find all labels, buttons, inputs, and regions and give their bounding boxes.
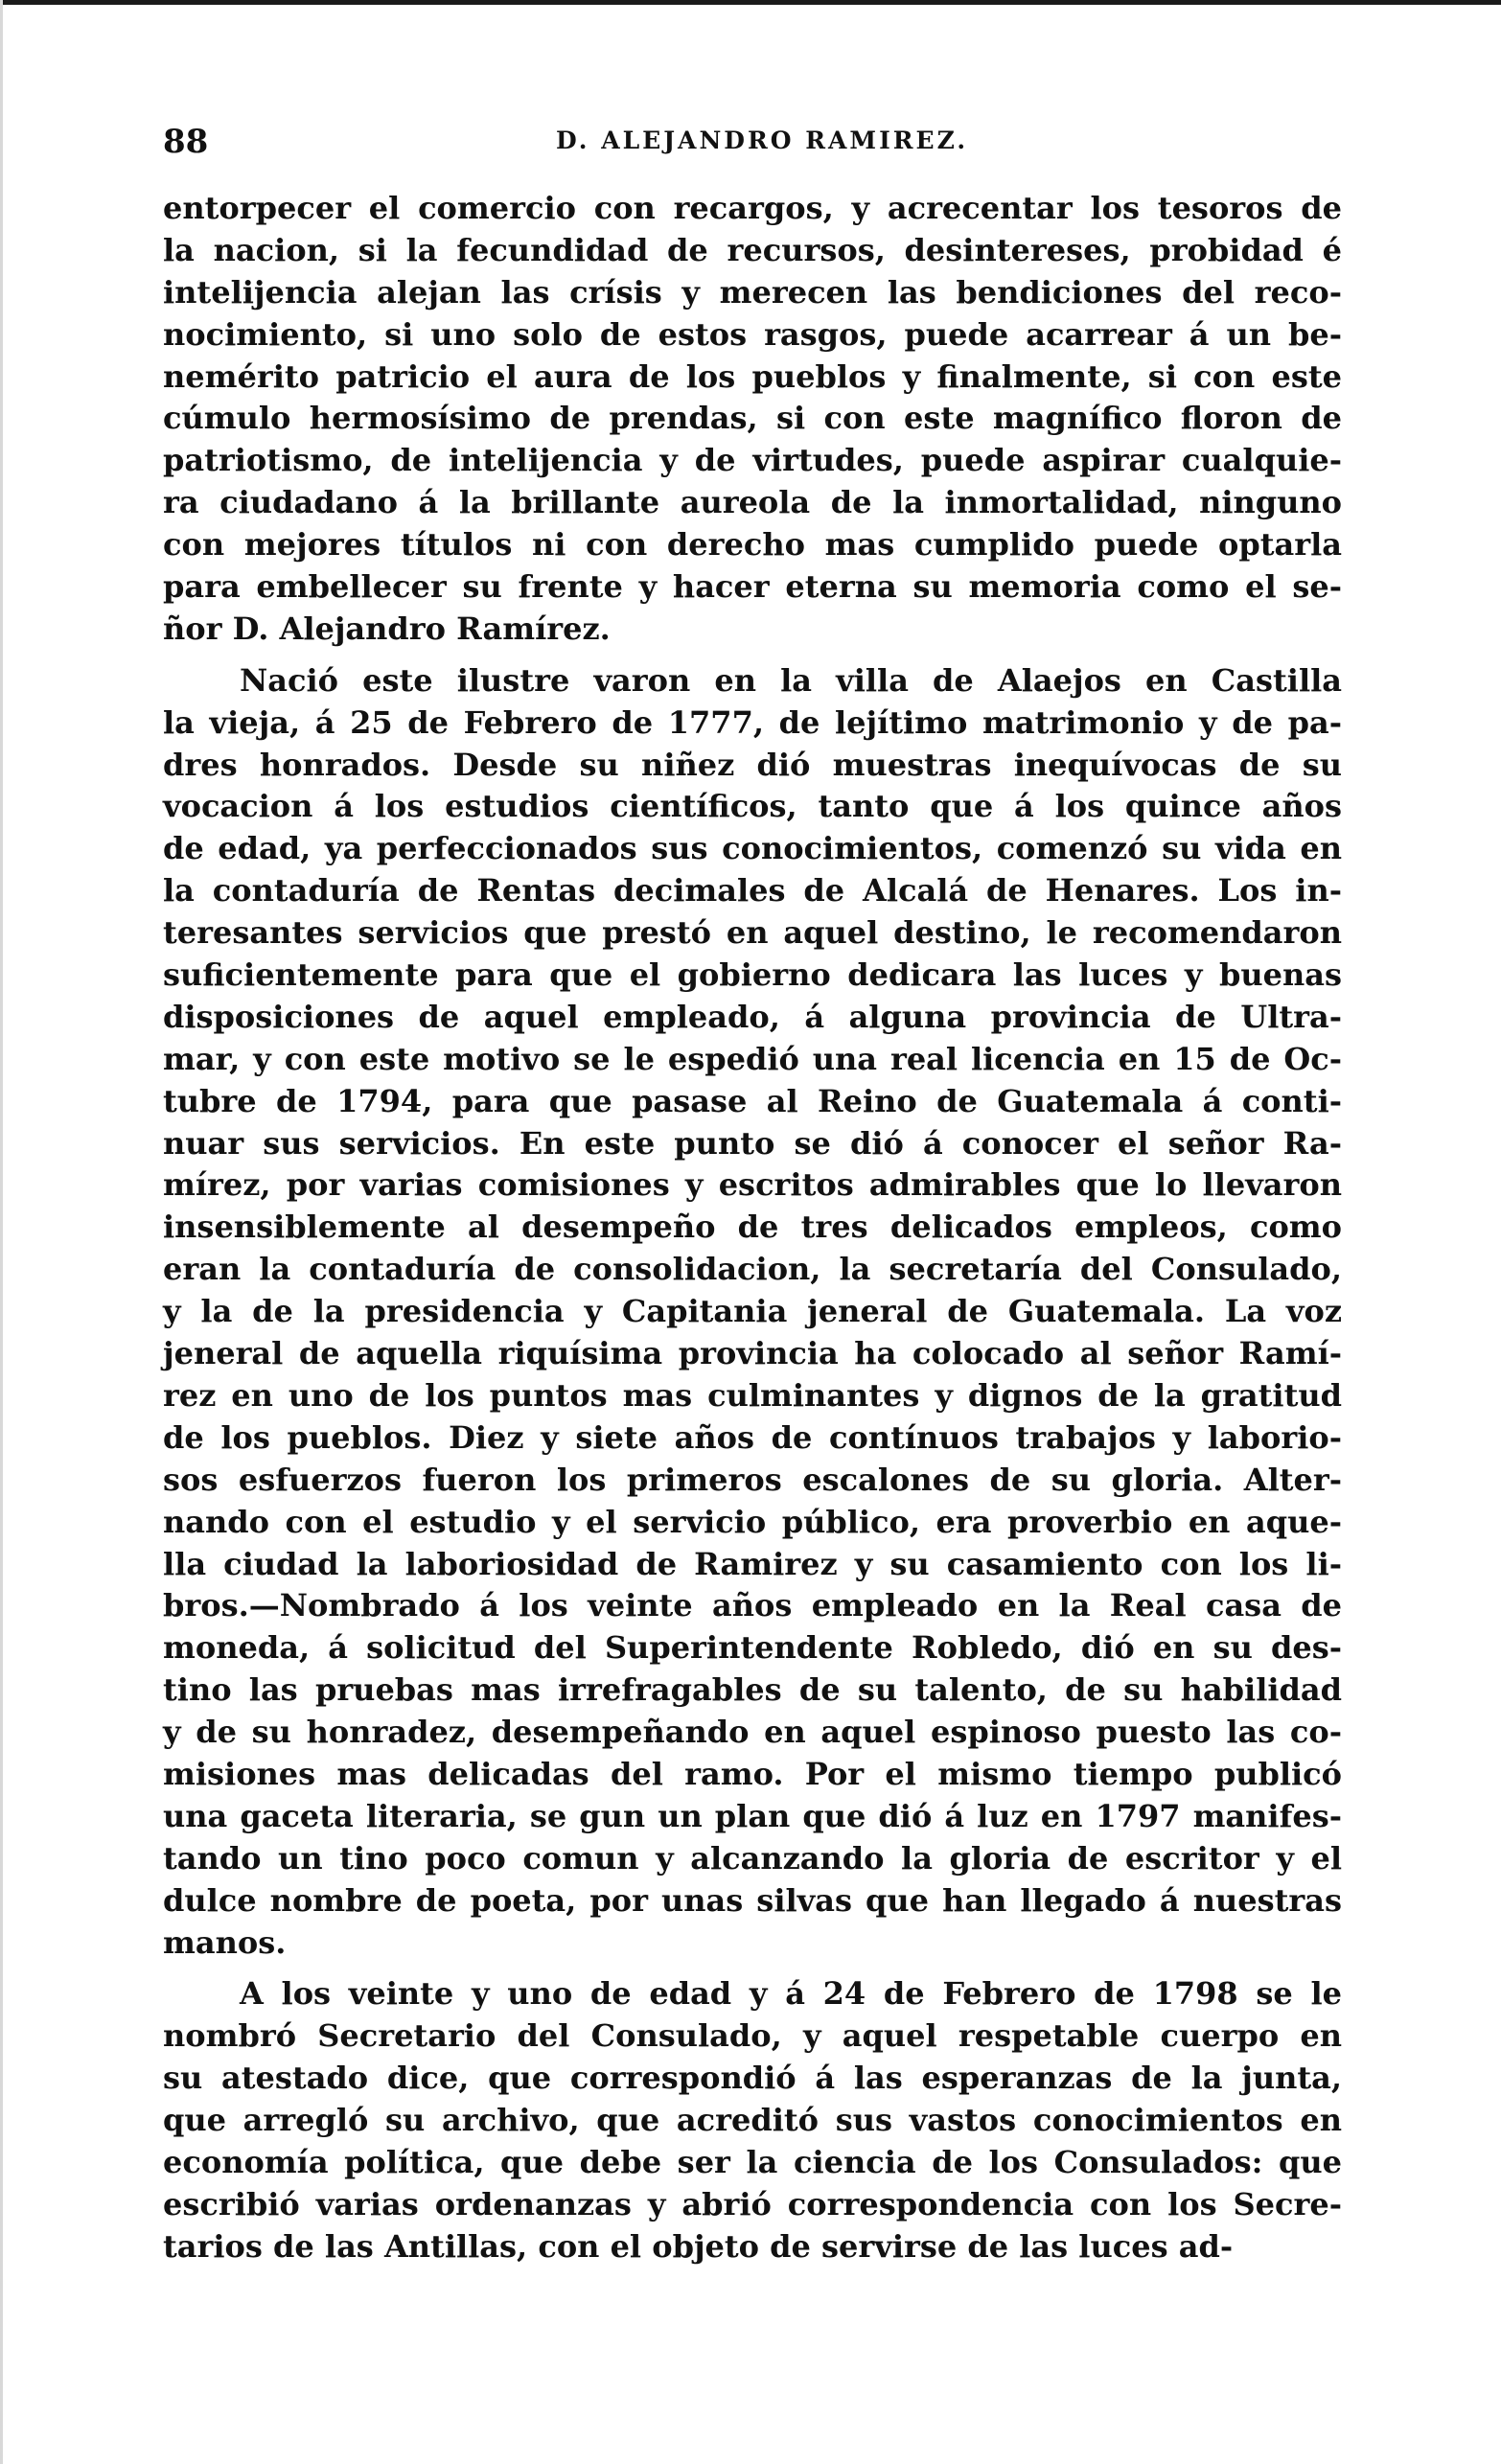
text-line: cúmulo hermosísimo de prendas, si con este magnífico floron de bbox=[163, 400, 1342, 437]
text-line: de los pueblos. Diez y siete años de contínuos trabajos y laborio- bbox=[163, 1418, 1342, 1456]
left-page-edge bbox=[0, 0, 3, 2464]
paragraph bbox=[163, 188, 1342, 651]
page-header bbox=[163, 123, 1342, 161]
text-line: manos. bbox=[163, 1923, 287, 1961]
text-line: nando con el estudio y el servicio público, era proverbio en aque- bbox=[163, 1503, 1342, 1540]
text-line: la nacion, si la fecundidad de recursos, desintereses, probidad é bbox=[163, 231, 1342, 268]
text-line: y la de la presidencia y Capitania jeneral de Guatemala. La voz bbox=[163, 1293, 1342, 1330]
text-line: A los veinte y uno de edad y á 24 de Febrero de 1798 se le bbox=[240, 1975, 1342, 2013]
text-line: tino las pruebas mas irrefragables de su talento, de su habilidad bbox=[163, 1671, 1342, 1709]
running-head: D. ALEJANDRO RAMIREZ. bbox=[556, 127, 969, 154]
text-line: economía política, que debe ser la ciencia de los Consulados: que bbox=[163, 2143, 1342, 2180]
text-line: bros.—Nombrado á los veinte años empleado en la Real casa de bbox=[163, 1587, 1342, 1624]
text-line: jeneral de aquella riquísima provincia ha colocado al señor Ramí- bbox=[163, 1335, 1342, 1372]
text-line: mírez, por varias comisiones y escritos admirables que lo llevaron bbox=[163, 1166, 1342, 1204]
text-line: ñor D. Alejandro Ramírez. bbox=[163, 610, 611, 647]
text-line: la vieja, á 25 de Febrero de 1777, de lejítimo matrimonio y de pa- bbox=[163, 703, 1342, 741]
text-line: mar, y con este motivo se le espedió una real licencia en 15 de Oc- bbox=[163, 1040, 1342, 1077]
paragraph bbox=[163, 660, 1342, 1965]
text-line: suficientemente para que el gobierno dedicara las luces y buenas bbox=[163, 956, 1342, 994]
text-line: dres honrados. Desde su niñez dió muestras inequívocas de su bbox=[163, 746, 1342, 783]
text-line: nuar sus servicios. En este punto se dió á conocer el señor Ra- bbox=[163, 1124, 1342, 1162]
text-line: nemérito patricio el aura de los pueblos y finalmente, si con este bbox=[163, 357, 1342, 395]
text-line: tando un tino poco comun y alcanzando la gloria de escritor y el bbox=[163, 1839, 1342, 1877]
text-line: patriotismo, de intelijencia y de virtudes, puede aspirar cualquie- bbox=[163, 442, 1342, 479]
text-line: disposiciones de aquel empleado, á alguna provincia de Ultra- bbox=[163, 998, 1342, 1035]
text-line: teresantes servicios que prestó en aquel destino, le recomendaron bbox=[163, 914, 1342, 952]
text-line: ra ciudadano á la brillante aureola de la inmortalidad, ninguno bbox=[163, 484, 1342, 521]
text-line: Nació este ilustre varon en la villa de Alaejos en Castilla bbox=[240, 661, 1342, 699]
text-line: tarios de las Antillas, con el objeto de servirse de las luces ad- bbox=[163, 2227, 1234, 2265]
paragraph-gap bbox=[163, 1964, 1342, 1973]
text-line: la contaduría de Rentas decimales de Alcalá de Henares. Los in- bbox=[163, 872, 1342, 910]
text-line: una gaceta literaria, se gun un plan que dió á luz en 1797 manifes- bbox=[163, 1797, 1342, 1834]
text-line: intelijencia alejan las crísis y merecen las bendiciones del reco- bbox=[163, 273, 1342, 311]
paragraph-gap bbox=[163, 651, 1342, 660]
text-line: dulce nombre de poeta, por unas silvas que han llegado á nuestras bbox=[163, 1881, 1342, 1919]
text-line: de edad, ya perfeccionados sus conocimientos, comenzó su vida en bbox=[163, 830, 1342, 867]
text-line: sos esfuerzos fueron los primeros escalones de su gloria. Alter- bbox=[163, 1461, 1342, 1498]
top-border-rule bbox=[0, 0, 1501, 5]
text-line: insensiblemente al desempeño de tres delicados empleos, como bbox=[163, 1209, 1342, 1246]
text-line: lla ciudad la laboriosidad de Ramirez y su casamiento con los li- bbox=[163, 1545, 1342, 1582]
text-line: eran la contaduría de consolidacion, la secretaría del Consulado, bbox=[163, 1251, 1342, 1288]
text-line: tubre de 1794, para que pasase al Reino de Guatemala á conti- bbox=[163, 1082, 1342, 1119]
text-line: entorpecer el comercio con recargos, y acrecentar los tesoros de bbox=[163, 190, 1342, 226]
text-line: que arregló su archivo, que acreditó sus vastos conocimientos en bbox=[163, 2102, 1342, 2139]
text-line: y de su honradez, desempeñando en aquel espinoso puesto las co- bbox=[163, 1714, 1342, 1751]
text-line: nombró Secretario del Consulado, y aquel respetable cuerpo en bbox=[163, 2017, 1342, 2055]
text-line: vocacion á los estudios científicos, tanto que á los quince años bbox=[163, 788, 1342, 825]
body-text bbox=[163, 188, 1342, 2268]
text-line: su atestado dice, que correspondió á las esperanzas de la junta, bbox=[163, 2060, 1342, 2097]
text-line: moneda, á solicitud del Superintendente Robledo, dió en su des- bbox=[163, 1629, 1342, 1667]
text-line: escribió varias ordenanzas y abrió correspondencia con los Secre- bbox=[163, 2185, 1342, 2222]
text-line: rez en uno de los puntos mas culminantes y dignos de la gratitud bbox=[163, 1376, 1342, 1414]
page-number: 88 bbox=[163, 123, 209, 161]
text-line: misiones mas delicadas del ramo. Por el mismo tiempo publicó bbox=[163, 1755, 1342, 1792]
text-line: para embellecer su frente y hacer eterna su memoria como el se- bbox=[163, 568, 1342, 606]
paragraph bbox=[163, 1973, 1342, 2268]
text-line: con mejores títulos ni con derecho mas cumplido puede optarla bbox=[163, 526, 1342, 564]
text-line: nocimiento, si uno solo de estos rasgos, puede acarrear á un be- bbox=[163, 315, 1342, 353]
